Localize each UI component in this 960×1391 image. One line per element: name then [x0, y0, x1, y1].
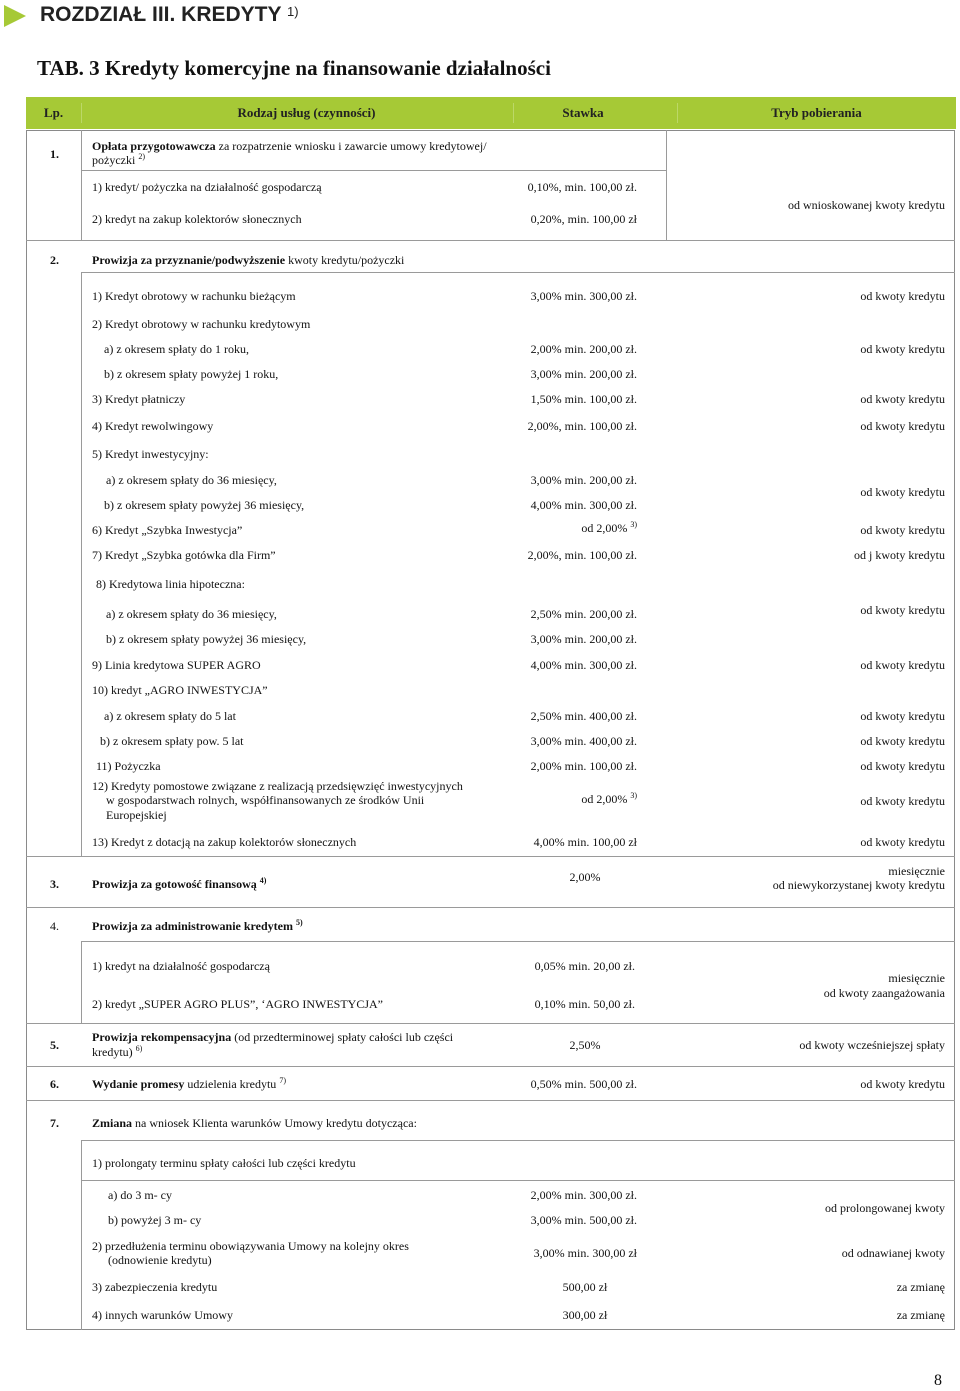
list-item: 5) Kredyt inwestycyjny: [92, 447, 209, 461]
list-item: 13) Kredyt z dotacją na zakup kolektorów słonecznych [92, 835, 357, 849]
rate-cell: 4,00% min. 100,00 zł [533, 835, 637, 849]
list-item: 12) Kredyty pomostowe związane z realizacją przedsięwzięć inwestycyjnych [92, 779, 463, 793]
s7-sub3: 3) zabezpieczenia kredytu [92, 1280, 218, 1294]
s7-sub2: 2) przedłużenia terminu obowiązywania Umowy na kolejny okres [92, 1239, 409, 1253]
mode-cell: od kwoty kredytu [860, 342, 945, 356]
list-item: b) z okresem spłaty powyżej 36 miesięcy, [106, 632, 307, 646]
s7-item-a: a) do 3 m- cy [108, 1188, 172, 1202]
mode-cell: od kwoty kredytu [860, 658, 945, 672]
s3-mode-line2: od niewykorzystanej kwoty kredytu [772, 878, 945, 892]
mode-cell: od kwoty kredytu [860, 734, 945, 748]
rate-cell: 3,00% min. 300,00 zł. [530, 289, 637, 303]
s6-rate: 0,50% min. 500,00 zł. [530, 1077, 637, 1091]
s7-number: 7. [50, 1116, 59, 1130]
mode-cell: od kwoty kredytu [860, 759, 945, 773]
chapter-title: ROZDZIAŁ III. KREDYTY $^{1)}$ [40, 3, 299, 26]
s7-sub3-mode: za zmianę [896, 1280, 945, 1294]
s7-sub4-mode: za zmianę [896, 1308, 945, 1322]
mode-cell: od kwoty kredytu [860, 709, 945, 723]
s1-item-1-rate: 0,10%, min. 100,00 zł. [527, 180, 637, 194]
s4-item-2-rate: 0,10% min. 50,00 zł. [534, 997, 635, 1011]
list-item: 11) Pożyczka [96, 759, 161, 773]
list-item: 10) kredyt „AGRO INWESTYCJA” [92, 683, 268, 697]
rate-cell: 2,00% min. 100,00 zł. [530, 759, 637, 773]
s6-mode: od kwoty kredytu [860, 1077, 945, 1091]
s1-number: 1. [50, 147, 59, 161]
s4-number: 4. [50, 919, 59, 933]
list-item: 6) Kredyt „Szybka Inwestycja” [92, 523, 243, 537]
s5-title-line2: kredytu) $^{6)}$ [92, 1044, 143, 1059]
mode-cell: od kwoty kredytu [860, 794, 945, 808]
s1-title-line2: pożyczki $^{2)}$ [92, 152, 145, 167]
s7-sub4-rate: 300,00 zł [562, 1308, 608, 1322]
rate-cell: 3,00% min. 200,00 zł. [530, 632, 637, 646]
mode-cell: od kwoty kredytu [860, 835, 945, 849]
list-item-line2: w gospodarstwach rolnych, współfinansowanych ze środków Unii [106, 793, 425, 807]
rate-cell: 3,00% min. 200,00 zł. [530, 473, 637, 487]
s7-item-b: b) powyżej 3 m- cy [108, 1213, 202, 1227]
s1-item-2: 2) kredyt na zakup kolektorów słonecznych [92, 212, 302, 226]
s7-item-b-rate: 3,00% min. 500,00 zł. [530, 1213, 637, 1227]
s6-title: Wydanie promesy udzielenia kredytu $^{7)}$ [92, 1076, 286, 1091]
list-item: 3) Kredyt płatniczy [92, 392, 186, 406]
s1-title: Opłata przygotowawcza za rozpatrzenie wniosku i zawarcie umowy kredytowej/ [92, 139, 487, 153]
s5-number: 5. [50, 1038, 59, 1052]
list-item: a) z okresem spłaty do 5 lat [104, 709, 236, 723]
rate-cell: 2,00% min. 200,00 zł. [530, 342, 637, 356]
list-item: b) z okresem spłaty pow. 5 lat [100, 734, 244, 748]
s4-item-2: 2) kredyt „SUPER AGRO PLUS”, ‘AGRO INWESTYCJA” [92, 997, 383, 1011]
s4-mode-line2: od kwoty zaangażowania [823, 986, 945, 1000]
rate-cell: od 2,00% $^{3)}$ [581, 520, 637, 535]
s5-mode: od kwoty wcześniejszej spłaty [799, 1038, 945, 1052]
s3-mode-line1: miesięcznie [888, 864, 945, 878]
s7-item-a-rate: 2,00% min. 300,00 zł. [530, 1188, 637, 1202]
s2-title: Prowizja za przyznanie/podwyższenie kwoty kredytu/pożyczki [92, 253, 405, 267]
header-lp: Lp. [43, 105, 64, 120]
s4-title: Prowizja za administrowanie kredytem $^{5)}$ [92, 918, 303, 933]
list-item: a) z okresem spłaty do 36 miesięcy, [106, 607, 277, 621]
s4-item-1-rate: 0,05% min. 20,00 zł. [534, 959, 635, 973]
mode-cell: od kwoty kredytu [860, 523, 945, 537]
rate-cell: 3,00% min. 400,00 zł. [530, 734, 637, 748]
s3-number: 3. [50, 877, 59, 891]
s7-sub3-rate: 500,00 zł [562, 1280, 608, 1294]
s7-sub2-line2: (odnowienie kredytu) [108, 1253, 212, 1267]
list-item: b) z okresem spłaty powyżej 36 miesięcy, [104, 498, 305, 512]
list-item-line3: Europejskiej [106, 808, 167, 822]
list-item: 8) Kredytowa linia hipoteczna: [96, 577, 245, 591]
s2-number: 2. [50, 253, 59, 267]
mode-cell: od kwoty kredytu [860, 419, 945, 433]
s7-sub2-rate: 3,00% min. 300,00 zł [533, 1246, 637, 1260]
list-item: 7) Kredyt „Szybka gotówka dla Firm” [92, 548, 276, 562]
s7-sub2-mode: od odnawianej kwoty [841, 1246, 945, 1260]
rate-cell: od 2,00% $^{3)}$ [581, 791, 637, 806]
mode-cell: od kwoty kredytu [860, 603, 945, 617]
s1-item-2-rate: 0,20%, min. 100,00 zł [530, 212, 637, 226]
s7-sub4: 4) innych warunków Umowy [92, 1308, 233, 1322]
mode-cell: od kwoty kredytu [860, 485, 945, 499]
page-number: 8 [934, 1372, 942, 1389]
s3-rate: 2,00% [569, 870, 601, 884]
table-header [26, 97, 956, 129]
rate-cell: 2,00%, min. 100,00 zł. [527, 548, 637, 562]
rate-cell: 2,50% min. 400,00 zł. [530, 709, 637, 723]
list-item: 2) Kredyt obrotowy w rachunku kredytowym [92, 317, 311, 331]
list-item: b) z okresem spłaty powyżej 1 roku, [104, 367, 279, 381]
s5-title: Prowizja rekompensacyjna (od przedterminowej spłaty całości lub części [92, 1030, 454, 1044]
s5-rate: 2,50% [569, 1038, 601, 1052]
rate-cell: 4,00% min. 300,00 zł. [530, 658, 637, 672]
rate-cell: 1,50% min. 100,00 zł. [530, 392, 637, 406]
header-type: Rodzaj usług (czynności) [237, 105, 376, 120]
mode-cell: od kwoty kredytu [860, 392, 945, 406]
chapter-arrow-icon [4, 5, 26, 27]
s7-title: Zmiana na wniosek Klienta warunków Umowy kredytu dotycząca: [92, 1116, 417, 1130]
rate-cell: 3,00% min. 200,00 zł. [530, 367, 637, 381]
s1-mode: od wnioskowanej kwoty kredytu [788, 198, 945, 212]
list-item: 9) Linia kredytowa SUPER AGRO [92, 658, 261, 672]
table-frame [26, 130, 955, 1330]
s7-prolong-mode: od prolongowanej kwoty [825, 1201, 945, 1215]
list-item: 1) Kredyt obrotowy w rachunku bieżącym [92, 289, 296, 303]
s4-item-1: 1) kredyt na działalność gospodarczą [92, 959, 270, 973]
s7-sub1: 1) prolongaty terminu spłaty całości lub części kredytu [92, 1156, 356, 1170]
s3-title: Prowizja za gotowość finansową $^{4)}$ [92, 876, 267, 891]
s4-mode-line1: miesięcznie [888, 971, 945, 985]
mode-cell: od j kwoty kredytu [854, 548, 945, 562]
s6-number: 6. [50, 1077, 59, 1091]
table-title: TAB. 3 Kredyty komercyjne na finansowanie działalności [37, 56, 551, 80]
header-rate: Stawka [562, 105, 604, 120]
list-item: a) z okresem spłaty do 36 miesięcy, [106, 473, 277, 487]
rate-cell: 4,00% min. 300,00 zł. [530, 498, 637, 512]
rate-cell: 2,00%, min. 100,00 zł. [527, 419, 637, 433]
list-item: a) z okresem spłaty do 1 roku, [104, 342, 249, 356]
rate-cell: 2,50% min. 200,00 zł. [530, 607, 637, 621]
mode-cell: od kwoty kredytu [860, 289, 945, 303]
list-item: 4) Kredyt rewolwingowy [92, 419, 214, 433]
s1-item-1: 1) kredyt/ pożyczka na działalność gospodarczą [92, 180, 322, 194]
header-mode: Tryb pobierania [771, 105, 862, 120]
